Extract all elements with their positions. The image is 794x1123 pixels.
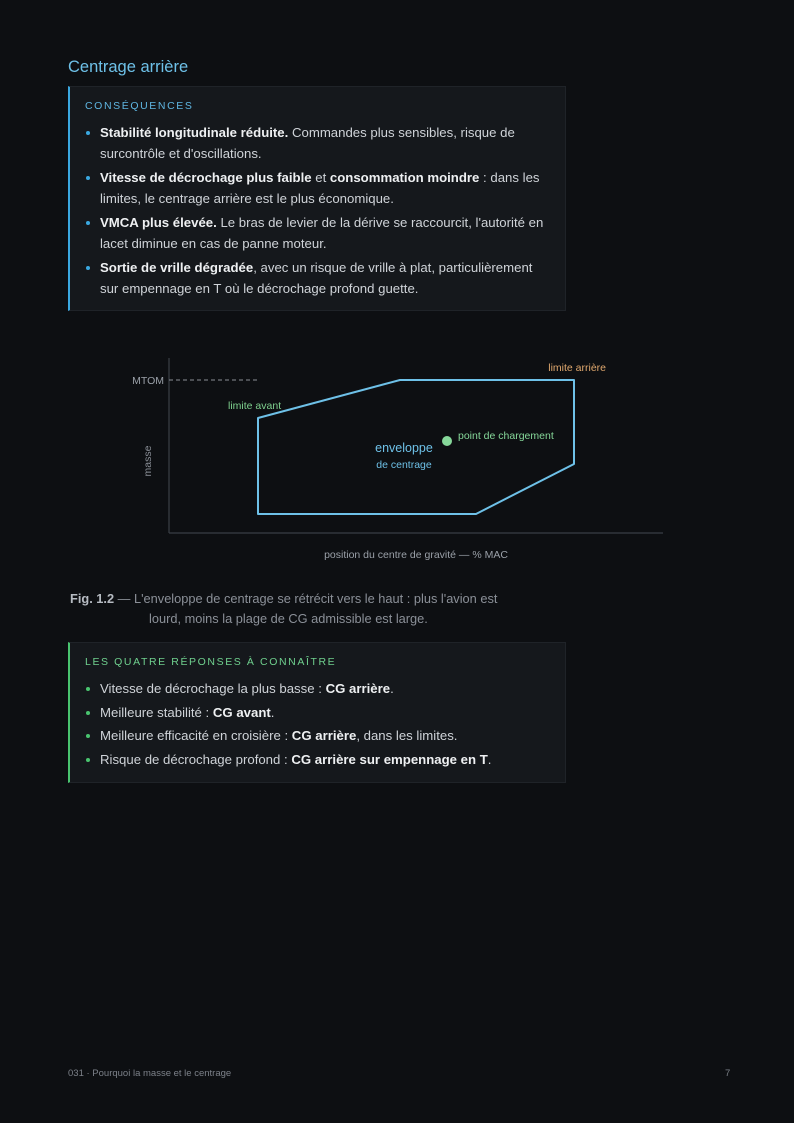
text: , avec un risque de vrille à plat, particulièrement sur empennage en T où le décrochage profond guette. — [100, 260, 533, 296]
four-answers-label: LES QUATRE RÉPONSES À CONNAÎTRE — [85, 656, 337, 668]
text: Meilleure stabilité : — [100, 704, 213, 720]
envelope-label-line1: enveloppe — [375, 441, 433, 455]
text: . — [270, 704, 275, 720]
text: . — [390, 681, 394, 696]
figure-caption-line1: — L'enveloppe de centrage se rétrécit vers le haut : plus l'avion est — [114, 591, 498, 606]
x-axis-label: position du centre de gravité — % MAC — [324, 549, 508, 561]
figure-caption — [70, 589, 540, 628]
list-item — [85, 702, 545, 723]
centrage-envelope-chart — [0, 340, 794, 570]
consequences-list — [85, 122, 545, 299]
loading-point-label: point de chargement — [458, 430, 554, 442]
text: et — [311, 170, 330, 185]
four-answers-list — [85, 678, 545, 770]
list-item — [85, 212, 545, 254]
bold-text: consommation moindre — [329, 170, 480, 185]
bold-text: CG arrière — [325, 681, 391, 696]
front-limit-label: limite avant — [228, 400, 282, 412]
figure-caption-line2: lourd, moins la plage de CG admissible est large. — [149, 610, 428, 626]
bold-text: CG avant — [212, 704, 271, 720]
list-item — [85, 167, 545, 209]
consequences-label: CONSÉQUENCES — [85, 100, 194, 112]
text: Vitesse de décrochage la plus basse : — [100, 681, 326, 696]
envelope-label-line2: de centrage — [376, 459, 432, 471]
bold-text: Vitesse de décrochage plus faible — [100, 170, 312, 185]
bold-text: VMCA plus élevée. — [100, 215, 217, 230]
bold-text: Stabilité longitudinale réduite. — [100, 125, 289, 140]
bold-text: CG arrière sur empennage en T — [291, 751, 488, 767]
consequences-callout — [68, 86, 566, 311]
list-item — [85, 257, 545, 299]
text: Meilleure efficacité en croisière : — [100, 728, 292, 744]
four-answers-callout — [68, 642, 566, 783]
list-item — [85, 725, 545, 746]
text: . — [487, 751, 492, 767]
mtom-label: MTOM — [132, 375, 164, 387]
bold-text: Sortie de vrille dégradée — [100, 260, 254, 275]
figure-number: Fig. 1.2 — [70, 591, 115, 606]
page-number: 7 — [725, 1068, 731, 1079]
text: : dans les limites, le centrage arrière est le plus économique. — [100, 170, 540, 206]
text: Commandes plus sensibles, risque de surcontrôle et d'oscillations. — [100, 125, 515, 161]
section-title: Centrage arrière — [68, 58, 189, 76]
text: Risque de décrochage profond : — [100, 751, 292, 767]
text: Le bras de levier de la dérive se raccourcit, l'autorité en lacet diminue en cas de panne moteur. — [100, 215, 544, 251]
list-item — [85, 749, 545, 770]
bold-text: CG arrière — [291, 728, 357, 744]
footer-chapter: 031 · Pourquoi la masse et le centrage — [68, 1068, 232, 1079]
loading-point — [442, 436, 452, 446]
y-axis-label: masse — [142, 445, 154, 477]
list-item — [85, 122, 545, 164]
list-item — [85, 678, 545, 699]
text: , dans les limites. — [356, 728, 458, 744]
aft-limit-label: limite arrière — [548, 362, 606, 374]
